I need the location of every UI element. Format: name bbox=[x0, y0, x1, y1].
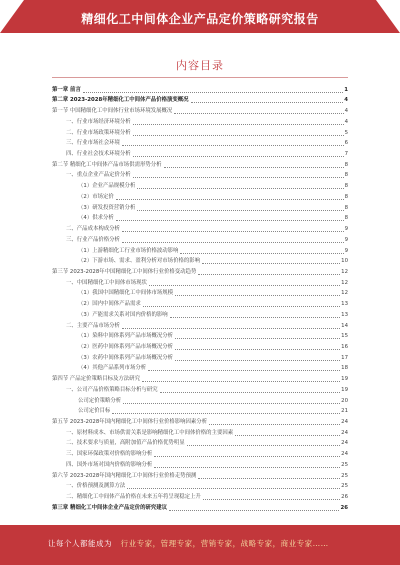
toc-leader-dots bbox=[187, 445, 341, 446]
toc-entry-page: 9 bbox=[344, 247, 348, 254]
toc-entry-page: 25 bbox=[341, 472, 348, 479]
toc-leader-dots bbox=[133, 135, 344, 136]
toc-entry[interactable] bbox=[52, 245, 348, 256]
toc-leader-dots bbox=[154, 456, 340, 457]
footer-banner bbox=[0, 525, 400, 565]
toc-entry-page: 18 bbox=[341, 365, 348, 372]
toc-entry-page: 26 bbox=[341, 494, 348, 501]
toc-entry-title: 四、国外市场对国内价格的影响分析 bbox=[66, 461, 153, 468]
toc-entry-title: （2）国内中间体产品需求 bbox=[78, 301, 141, 308]
toc-entry-title: 第一节 中国精细化工中间体行业市场环境发展概况 bbox=[52, 108, 173, 115]
toc-entry[interactable] bbox=[52, 481, 348, 492]
table-of-contents bbox=[52, 84, 348, 513]
toc-leader-dots bbox=[133, 177, 344, 178]
toc-entry-page: 8 bbox=[344, 215, 348, 222]
toc-entry-page: 25 bbox=[341, 461, 348, 468]
toc-entry[interactable] bbox=[52, 95, 348, 106]
toc-entry-page: 9 bbox=[344, 226, 348, 233]
toc-entry-page: 13 bbox=[341, 311, 348, 318]
toc-entry-title: 二、技术要求与质量，高附加值产品价格优势明显 bbox=[66, 440, 185, 447]
toc-leader-dots bbox=[191, 102, 344, 103]
toc-entry[interactable] bbox=[52, 191, 348, 202]
toc-entry-page: 15 bbox=[341, 333, 348, 340]
toc-entry-page: 9 bbox=[344, 236, 348, 243]
footer-lead: 让每个人都能成为 bbox=[48, 539, 112, 548]
toc-leader-dots bbox=[169, 510, 339, 511]
toc-entry-page: 14 bbox=[341, 322, 348, 329]
toc-entry-title: 二、行业市场政策环境分析 bbox=[66, 129, 131, 136]
toc-entry[interactable] bbox=[52, 395, 348, 406]
toc-entry-title: 一、原材料成本、市场供需关系是影响精细化工中间体价格的主要因素 bbox=[66, 429, 234, 436]
toc-leader-dots bbox=[112, 413, 340, 414]
toc-entry-page: 8 bbox=[344, 161, 348, 168]
toc-leader-dots bbox=[174, 113, 343, 114]
toc-entry-page: 19 bbox=[341, 386, 348, 393]
toc-entry-page: 17 bbox=[341, 354, 348, 361]
toc-entry[interactable] bbox=[52, 202, 348, 213]
toc-leader-dots bbox=[202, 263, 340, 264]
toc-leader-dots bbox=[149, 285, 340, 286]
toc-entry-page: 10 bbox=[341, 258, 348, 265]
toc-entry-page: 12 bbox=[341, 279, 348, 286]
toc-entry[interactable] bbox=[52, 406, 348, 417]
toc-heading: 内容目录 bbox=[176, 59, 224, 72]
report-title: 精细化工中间体企业产品定价策略研究报告 bbox=[81, 12, 319, 26]
toc-entry-title: 公司定价目标 bbox=[78, 408, 111, 415]
toc-entry-title: （2）市场定价 bbox=[78, 193, 114, 200]
toc-entry-page: 12 bbox=[341, 268, 348, 275]
header-banner bbox=[0, 0, 400, 33]
toc-entry-title: 第五节 2023-2028年国内精细化工中间体行业价格影响因素分析 bbox=[52, 419, 208, 425]
toc-entry-title: 一、重点企业产品定价分析 bbox=[66, 172, 131, 179]
toc-entry-page: 25 bbox=[341, 483, 348, 490]
toc-entry-page: 1 bbox=[344, 86, 348, 93]
toc-entry-title: （4）供求分析 bbox=[78, 215, 114, 222]
toc-entry[interactable] bbox=[52, 331, 348, 342]
toc-leader-dots bbox=[116, 199, 344, 200]
toc-entry[interactable] bbox=[52, 298, 348, 309]
toc-leader-dots bbox=[164, 167, 344, 168]
toc-divider bbox=[52, 77, 348, 78]
toc-entry[interactable] bbox=[52, 448, 348, 459]
toc-entry-title: 三、行业市场社会环境 bbox=[66, 140, 120, 147]
toc-entry[interactable] bbox=[52, 438, 348, 449]
toc-entry-title: 第二章 2023-2028年精细化工中间体产品价格演变概况 bbox=[52, 97, 189, 104]
toc-entry[interactable] bbox=[52, 223, 348, 234]
toc-entry-page: 19 bbox=[341, 376, 348, 383]
toc-entry-page: 20 bbox=[341, 397, 348, 404]
toc-entry-title: 第二节 精细化工中间体产品市场供需形势分析 bbox=[52, 161, 162, 168]
toc-entry[interactable] bbox=[52, 341, 348, 352]
toc-entry-title: 三、国家环保政策对价格的影响分析 bbox=[66, 451, 153, 458]
toc-entry-title: 三、行业产品价格分析 bbox=[66, 236, 120, 243]
toc-entry-page: 24 bbox=[341, 451, 348, 458]
toc-entry-page: 16 bbox=[341, 343, 348, 350]
toc-entry-title: 一、价格预测及测算方法 bbox=[66, 483, 126, 490]
toc-entry[interactable] bbox=[52, 352, 348, 363]
toc-entry-page: 24 bbox=[341, 419, 348, 425]
toc-leader-dots bbox=[127, 488, 340, 489]
toc-entry-page: 8 bbox=[344, 172, 348, 179]
toc-entry-page: 4 bbox=[344, 118, 348, 125]
toc-entry-page: 12 bbox=[341, 290, 348, 297]
toc-leader-dots bbox=[175, 338, 340, 339]
toc-leader-dots bbox=[122, 145, 344, 146]
toc-entry-title: 四、行业社会技术环境分析 bbox=[66, 151, 131, 158]
toc-entry-title: （3）产能需求关系对国内价格的影响 bbox=[78, 311, 168, 318]
toc-entry[interactable] bbox=[52, 373, 348, 384]
toc-entry[interactable] bbox=[52, 127, 348, 138]
toc-entry-title: （1）上游精细化工行业市场价格波动影响 bbox=[78, 247, 179, 254]
toc-entry-title: （2）医药中间体系列产品市场概况分析 bbox=[78, 343, 174, 350]
toc-leader-dots bbox=[203, 499, 340, 500]
toc-leader-dots bbox=[122, 328, 340, 329]
toc-entry-title: （1）染料中间体系列产品市场概况分析 bbox=[78, 333, 174, 340]
toc-entry[interactable] bbox=[52, 105, 348, 116]
toc-entry[interactable] bbox=[52, 266, 348, 277]
toc-leader-dots bbox=[175, 349, 340, 350]
toc-leader-dots bbox=[180, 253, 343, 254]
toc-entry-page: 6 bbox=[344, 140, 348, 147]
toc-entry-title: 一、中国精细化工中间体市场现状 bbox=[66, 279, 147, 286]
footer-slogan bbox=[48, 538, 329, 549]
toc-entry-title: 一、行业市场经济环境分析 bbox=[66, 118, 131, 125]
toc-entry-page: 5 bbox=[344, 129, 348, 136]
toc-entry-page: 4 bbox=[344, 97, 348, 104]
toc-entry[interactable] bbox=[52, 213, 348, 224]
toc-entry-title: （1）企业产品规模分析 bbox=[78, 183, 136, 190]
toc-entry-title: （1）我国中国精细化工中间体市场规模 bbox=[78, 290, 174, 297]
toc-entry[interactable] bbox=[52, 234, 348, 245]
toc-leader-dots bbox=[209, 424, 340, 425]
toc-entry[interactable] bbox=[52, 427, 348, 438]
footer-tagline: 行业专家，管理专家，营销专家，战略专家，商业专家…… bbox=[120, 539, 329, 548]
toc-entry-title: 二、精细化工中间体产品价格在未来五年将呈现稳定上升 bbox=[66, 494, 201, 501]
toc-entry[interactable] bbox=[52, 363, 348, 374]
toc-entry-title: 二、产品成本构成分析 bbox=[66, 226, 120, 233]
toc-leader-dots bbox=[235, 435, 340, 436]
toc-entry[interactable] bbox=[52, 148, 348, 159]
toc-leader-dots bbox=[198, 478, 340, 479]
toc-leader-dots bbox=[133, 156, 344, 157]
toc-entry-title: 第一章 前言 bbox=[52, 86, 81, 93]
toc-entry-title: 第四节 产品定价策略目标及方法研究 bbox=[52, 376, 140, 383]
toc-entry[interactable] bbox=[52, 180, 348, 191]
toc-entry-page: 26 bbox=[340, 504, 348, 511]
toc-leader-dots bbox=[175, 360, 340, 361]
toc-leader-dots bbox=[148, 370, 340, 371]
toc-entry-title: （3）研发投资营销分析 bbox=[78, 204, 136, 211]
toc-entry[interactable] bbox=[52, 84, 348, 95]
toc-entry[interactable] bbox=[52, 159, 348, 170]
toc-entry-title: 一、公司产品价格策略目标分析与研究 bbox=[66, 386, 158, 393]
toc-entry-title: （2）下游市场、需求、盈利分析对市场价格的影响 bbox=[78, 258, 201, 265]
toc-leader-dots bbox=[137, 210, 343, 211]
toc-leader-dots bbox=[175, 295, 340, 296]
toc-entry[interactable] bbox=[52, 309, 348, 320]
toc-entry-title: 二、主要产品市场分析 bbox=[66, 322, 120, 329]
toc-entry[interactable] bbox=[52, 138, 348, 149]
toc-leader-dots bbox=[143, 306, 340, 307]
toc-leader-dots bbox=[133, 124, 344, 125]
toc-entry-title: （4）其他产品系列市场分析 bbox=[78, 365, 147, 372]
toc-entry-page: 21 bbox=[341, 408, 348, 415]
toc-entry[interactable] bbox=[52, 170, 348, 181]
toc-entry-page: 4 bbox=[344, 108, 348, 115]
toc-entry-title: 第六节 2023-2028年国内精细化工中间体行业价格走势预测 bbox=[52, 472, 197, 479]
toc-entry[interactable] bbox=[52, 416, 348, 427]
toc-leader-dots bbox=[170, 317, 340, 318]
toc-leader-dots bbox=[116, 220, 344, 221]
toc-entry[interactable] bbox=[52, 502, 348, 513]
toc-entry[interactable] bbox=[52, 288, 348, 299]
toc-entry-page: 8 bbox=[344, 183, 348, 190]
toc-entry[interactable] bbox=[52, 116, 348, 127]
toc-entry[interactable] bbox=[52, 277, 348, 288]
toc-leader-dots bbox=[154, 467, 340, 468]
toc-entry-page: 8 bbox=[344, 193, 348, 200]
toc-entry[interactable] bbox=[52, 491, 348, 502]
toc-leader-dots bbox=[123, 403, 340, 404]
toc-entry-page: 24 bbox=[341, 429, 348, 436]
toc-leader-dots bbox=[83, 92, 343, 93]
toc-leader-dots bbox=[137, 188, 343, 189]
toc-entry-title: （3）农药中间体系列产品市场概况分析 bbox=[78, 354, 174, 361]
toc-leader-dots bbox=[198, 274, 340, 275]
toc-entry-page: 8 bbox=[344, 204, 348, 211]
toc-entry-page: 13 bbox=[341, 301, 348, 308]
toc-entry[interactable] bbox=[52, 320, 348, 331]
toc-entry-page: 7 bbox=[344, 151, 348, 158]
toc-entry-page: 24 bbox=[341, 440, 348, 447]
toc-entry[interactable] bbox=[52, 459, 348, 470]
toc-leader-dots bbox=[122, 242, 344, 243]
toc-entry-title: 第三章 精细化工中间体企业产品定价的研究建议 bbox=[52, 504, 168, 511]
toc-entry[interactable] bbox=[52, 256, 348, 267]
toc-leader-dots bbox=[160, 392, 340, 393]
toc-leader-dots bbox=[142, 381, 340, 382]
toc-entry-title: 第三节 2023-2028年中国精细化工中间体行业价格变动趋势 bbox=[52, 268, 197, 275]
toc-entry-title: 公司定价策略分析 bbox=[78, 397, 122, 404]
toc-leader-dots bbox=[122, 231, 344, 232]
toc-entry[interactable] bbox=[52, 384, 348, 395]
toc-entry[interactable] bbox=[52, 470, 348, 481]
